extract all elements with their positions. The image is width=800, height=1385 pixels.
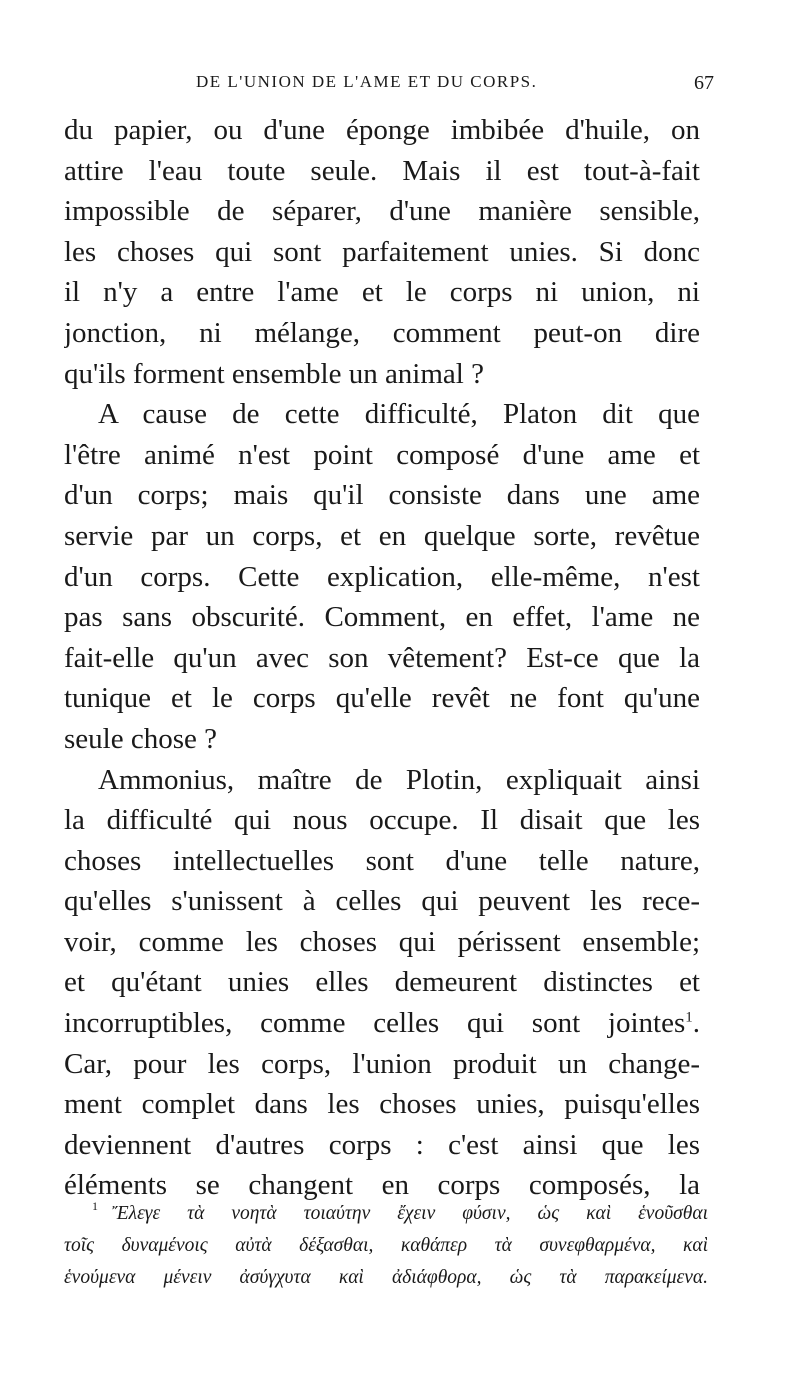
text-line-trailing: .: [692, 1007, 700, 1040]
text-line: impossible de séparer, d'une manière sensible,: [64, 195, 700, 228]
running-title: DE L'UNION DE L'AME ET DU CORPS.: [196, 72, 538, 91]
footnote-text: Ἔλεγε τὰ νοητὰ τοιαύτην ἔχειν φύσιν, ὡς καὶ ἑνοῦσθαι: [112, 1203, 708, 1224]
text-line: Ammonius, maître de Plotin, expliquait ainsi: [98, 763, 700, 796]
text-line: seule chose ?: [64, 722, 217, 755]
text-line-with-footnote: [64, 1003, 700, 1044]
footnote-line: [64, 1198, 708, 1230]
text-line: voir, comme les choses qui périssent ensemble;: [64, 925, 700, 958]
text-line: fait-elle qu'un avec son vêtement? Est-ce que la: [64, 641, 700, 674]
text-line: qu'ils forment ensemble un animal ?: [64, 357, 484, 390]
text-line: éléments se changent en corps composés, la: [64, 1169, 700, 1202]
text-line: servie par un corps, et en quelque sorte, revêtue: [64, 519, 700, 552]
text-line: il n'y a entre l'ame et le corps ni union, ni: [64, 276, 700, 309]
footnote-line: ἑνούμενα μένειν ἀσύγχυτα καὶ ἀδιάφθορα, ὡς τὰ παρακείμενα.: [64, 1267, 708, 1288]
footnotes: [64, 1198, 708, 1294]
text-line: Car, pour les corps, l'union produit un change-: [64, 1047, 700, 1080]
text-line: l'être animé n'est point composé d'une ame et: [64, 438, 700, 471]
text-line: ment complet dans les choses unies, puisqu'elles: [64, 1088, 700, 1121]
text-line: la difficulté qui nous occupe. Il disait que les: [64, 804, 700, 837]
text-line: jonction, ni mélange, comment peut-on dire: [64, 316, 700, 349]
running-head: [64, 72, 714, 100]
text-line: d'un corps; mais qu'il consiste dans une ame: [64, 479, 700, 512]
text-line: A cause de cette difficulté, Platon dit que: [98, 398, 700, 431]
page-number: 67: [694, 72, 714, 94]
text-line: deviennent d'autres corps : c'est ainsi que les: [64, 1128, 700, 1161]
footnote-marker: 1: [92, 1199, 98, 1213]
body-text: [64, 110, 700, 1206]
text-line: tunique et le corps qu'elle revêt ne font qu'une: [64, 682, 700, 715]
text-line: les choses qui sont parfaitement unies. Si donc: [64, 235, 700, 268]
text-line: qu'elles s'unissent à celles qui peuvent les rece-: [64, 885, 700, 918]
text-line: choses intellectuelles sont d'une telle nature,: [64, 844, 700, 877]
text-line: du papier, ou d'une éponge imbibée d'huile, on: [64, 114, 700, 146]
footnote-line: τοῖς δυναμένοις αὐτὰ δέξασθαι, καθάπερ τὰ συνεφθαρμένα, καὶ: [64, 1235, 708, 1256]
text-line: pas sans obscurité. Comment, en effet, l'ame ne: [64, 601, 700, 634]
text-line: attire l'eau toute seule. Mais il est tout-à-fait: [64, 154, 700, 187]
text-line: d'un corps. Cette explication, elle-même, n'est: [64, 560, 700, 593]
text-line: et qu'étant unies elles demeurent distinctes et: [64, 966, 700, 999]
text-line-content: incorruptibles, comme celles qui sont jointes: [64, 1007, 686, 1040]
footnote-reference[interactable]: 1: [685, 1009, 693, 1026]
